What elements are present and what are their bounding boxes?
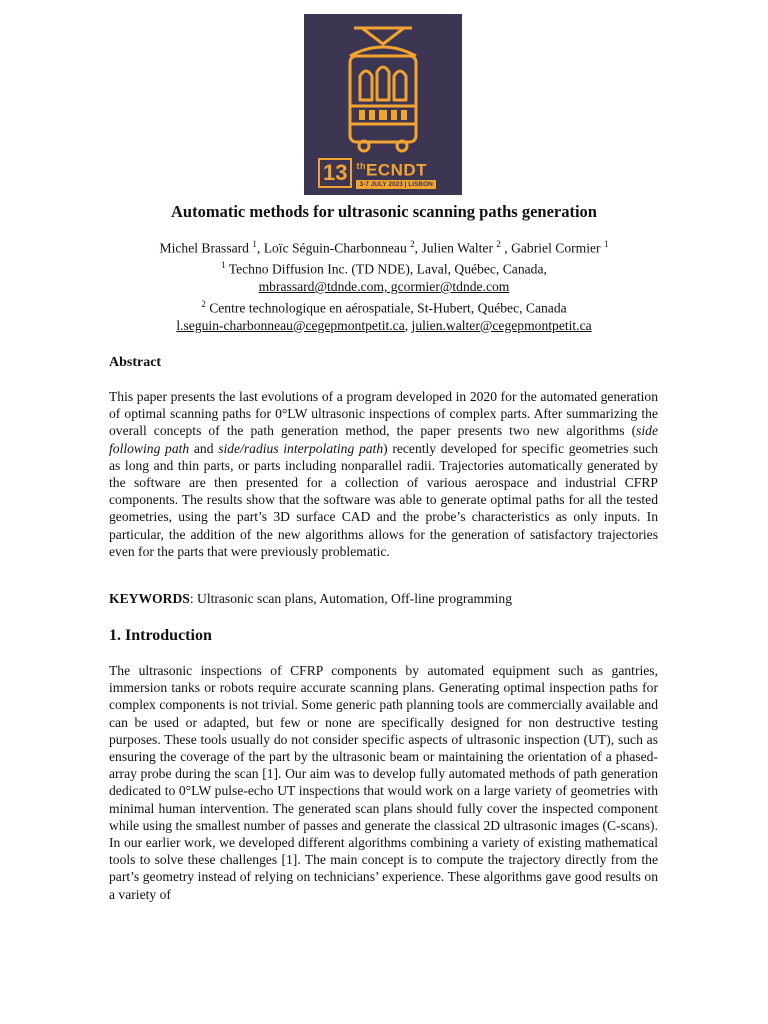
section-heading-introduction: 1. Introduction [109,627,212,644]
emails-2 [0,317,768,335]
email-walter-link[interactable]: julien.walter@cegepmontpetit.ca [411,317,592,333]
ordinal-suffix: th [356,161,366,172]
abstract-paragraph [109,388,658,560]
conference-name [356,157,435,180]
conference-banner [318,156,448,190]
conference-number: 13 [318,158,352,188]
affiliation-1-text: Techno Diffusion Inc. (TD NDE), Laval, Québec, Canada, [225,261,547,277]
conference-acronym: ECNDT [365,160,428,180]
abstract-italic-1: side following path [109,423,658,456]
author-1-affil: 1 [252,239,257,249]
conference-logo [304,14,462,195]
affiliation-2 [0,296,768,317]
conference-date: 3-7 JULY 2023 | LISBON [356,180,435,189]
email-seguin-link[interactable]: l.seguin-charbonneau@cegepmontpetit.ca [176,317,405,333]
author-4: , Gabriel Cormier [500,240,601,256]
affiliation-2-text: Centre technologique en aérospatiale, St-Hubert, Québec, Canada [205,300,567,316]
affiliation-1 [0,257,768,278]
author-1: Michel Brassard [159,240,249,256]
author-block [0,236,768,334]
author-4-affil: 1 [603,239,609,249]
tram-icon [304,14,462,154]
author-2: , Loïc Séguin-Charbonneau [256,240,407,256]
affiliation-2-marker: 2 [201,298,206,309]
abstract-italic-2: side/radius interpolating path [218,440,384,456]
introduction-paragraph: The ultrasonic inspections of CFRP components by automated equipment such as gantries, immersion tanks or robots require accurate scanning plans. Generating optimal inspection paths for complex components is not trivial. Some generic path planning tools are commercially available and can be used or adapted, but few or none are specifically designed for non destructive testing purposes. These tools usually do not consider specific aspects of ultrasonic inspection (UT), such as ensuring the coverage of the part by the ultrasonic beam or maintaining the orientation of a phased-array probe during the scan [1]. Our aim was to develop fully automated methods of path generation dedicated to 0°LW pulse-echo UT inspections that would work on a large variety of geometries with minimal human intervention. The generated scan plans should fully cover the inspected component while using the smallest number of passes and generate the classical 2D ultrasonic images (C-scans). In our earlier work, we developed different algorithms combining a variety of existing mathematical tools to solve these challenges [1]. The main concept is to compute the trajectory directly from the part’s geometry instead of relying on technicians’ experience. These algorithms gave good results on a variety of [109,663,658,902]
author-3-affil: 2 [496,239,501,249]
keywords-text: : Ultrasonic scan plans, Automation, Off-line programming [189,591,512,606]
keywords-label: KEYWORDS [109,591,190,606]
abstract-part-1: This paper presents the last evolutions of a program developed in 2020 for the automated generation of optimal scanning paths for 0°LW ultrasonic inspections of complex parts. After summarizing the overall concepts of the path generation method, the paper presents two new algorithms ( [109,389,658,439]
abstract-heading: Abstract [109,355,162,370]
author-3: , Julien Walter [414,240,493,256]
email-separator: , [404,317,412,333]
author-list [0,236,768,257]
paper-title: Automatic methods for ultrasonic scanning paths generation [171,202,597,221]
affiliation-1-marker: 1 [221,260,226,271]
author-2-affil: 2 [410,239,415,249]
abstract-part-2: and [189,440,219,456]
keywords-line [109,590,658,607]
abstract-part-3: ) recently developed for specific geometries such as long and thin parts, or parts including nonparallel radii. Trajectories automatically generated by the software are then presented for a collection of various aerospace and industrial CFRP components. The results show that the software was able to generate optimal paths for all the tested geometries, using the part’s 3D surface CAD and the probe’s characteristics as only inputs. In particular, the addition of the new algorithms allows for the generation of satisfactory trajectories even for the parts that were previously problematic. [109,440,658,559]
emails-1-link[interactable]: mbrassard@tdnde.com, gcormier@tdnde.com [258,279,510,295]
